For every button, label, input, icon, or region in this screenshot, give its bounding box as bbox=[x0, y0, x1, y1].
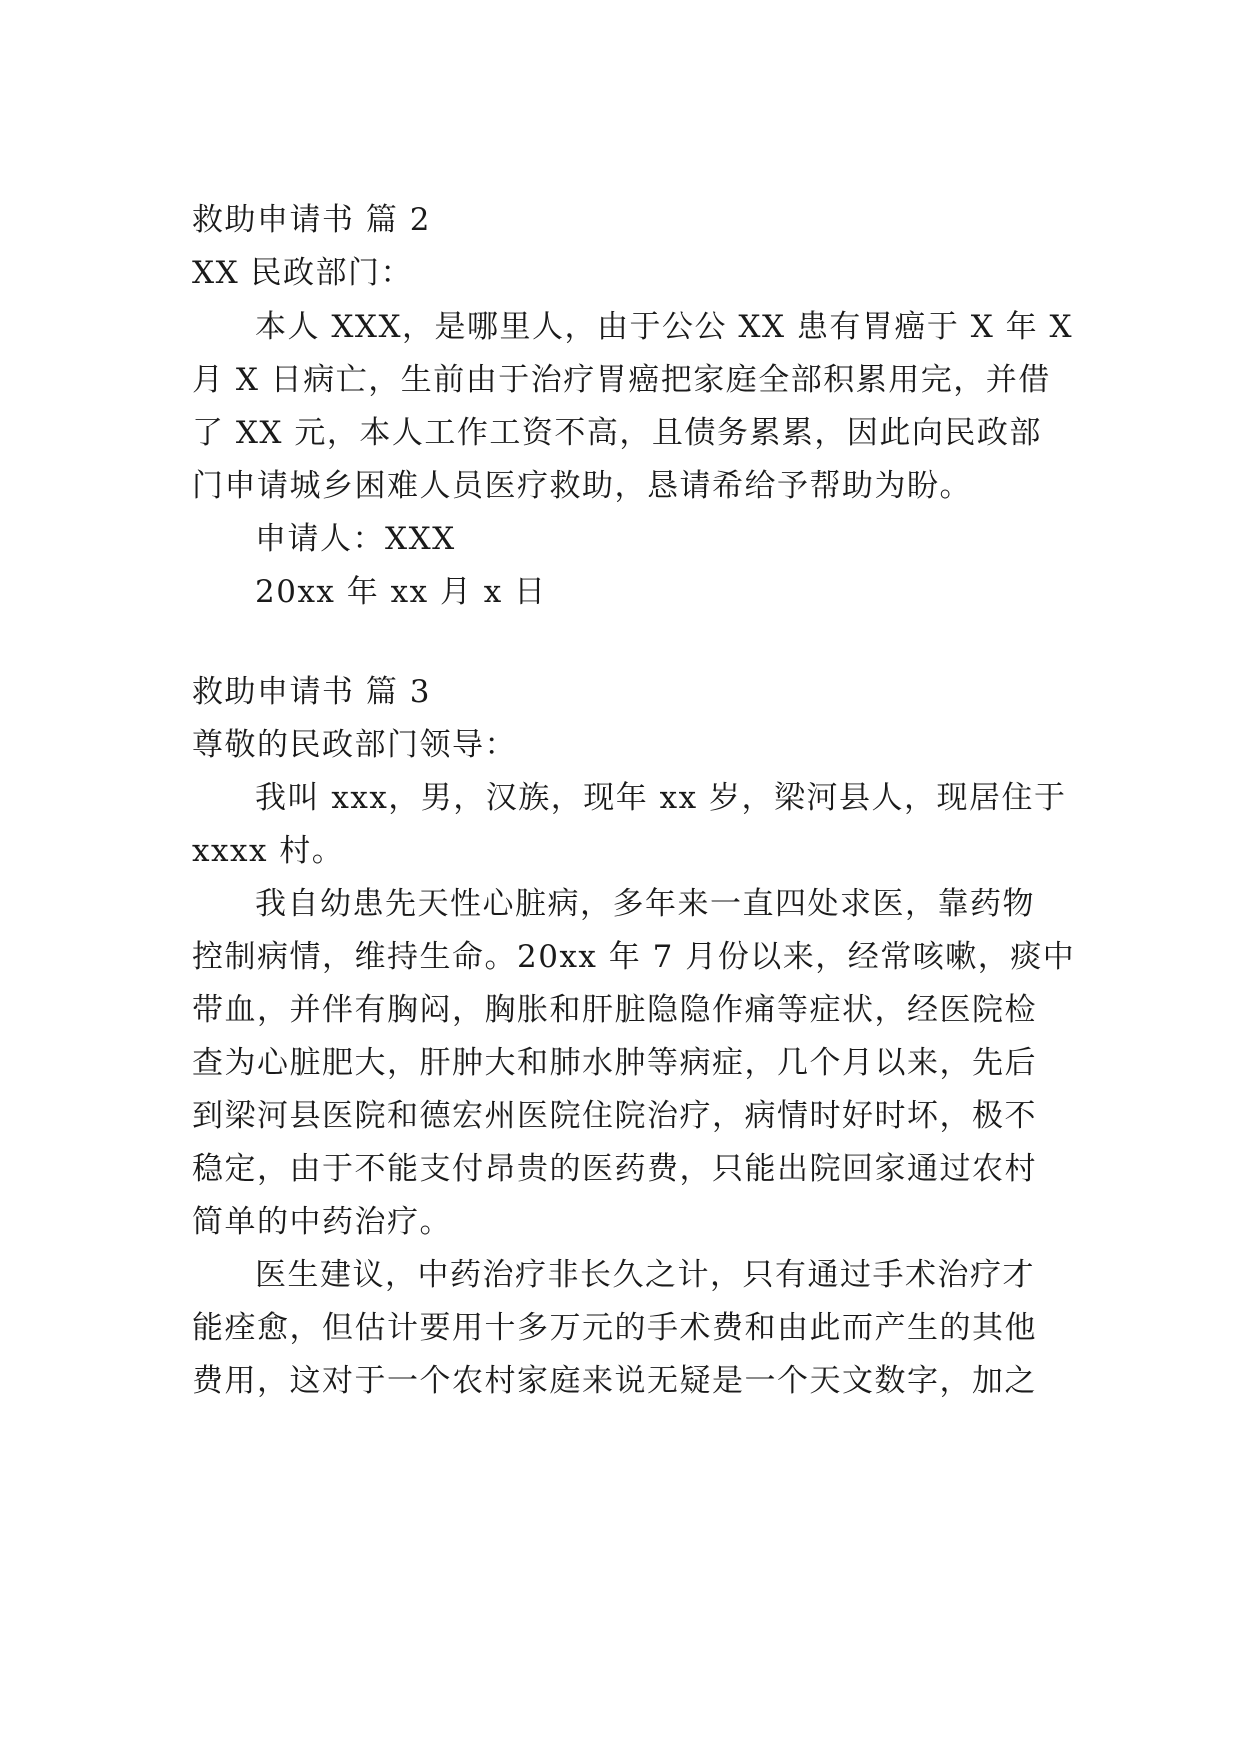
section-2-body-line: 门申请城乡困难人员医疗救助，恳请希给予帮助为盼。 bbox=[192, 468, 972, 504]
section-3-salutation: 尊敬的民政部门领导： bbox=[192, 727, 517, 763]
section-3-para2-line: 简单的中药治疗。 bbox=[192, 1204, 452, 1240]
section-3-para1-line: xxxx 村。 bbox=[192, 833, 345, 869]
section-3-para2-line: 控制病情，维持生命。20xx 年 7 月份以来，经常咳嗽，痰中 bbox=[192, 939, 1076, 975]
section-3-para2-line: 带血，并伴有胸闷，胸胀和肝脏隐隐作痛等症状，经医院检 bbox=[192, 992, 1037, 1028]
section-2-salutation: XX 民政部门： bbox=[192, 255, 413, 291]
section-3-para3-line: 能痊愈，但估计要用十多万元的手术费和由此而产生的其他 bbox=[192, 1310, 1037, 1346]
section-2-applicant: 申请人：XXX bbox=[255, 521, 456, 557]
section-2-body-line: 了 XX 元，本人工作工资不高，且债务累累，因此向民政部 bbox=[192, 415, 1042, 451]
section-3-para2-line: 到梁河县医院和德宏州医院住院治疗，病情时好时坏，极不 bbox=[192, 1098, 1037, 1134]
section-2-body-line: 月 X 日病亡，生前由于治疗胃癌把家庭全部积累用完，并借 bbox=[192, 362, 1051, 398]
section-3-para2-line: 稳定，由于不能支付昂贵的医药费，只能出院回家通过农村 bbox=[192, 1151, 1037, 1187]
section-3-para3-line: 费用，这对于一个农村家庭来说无疑是一个天文数字，加之 bbox=[192, 1363, 1037, 1399]
section-3-para1-line: 我叫 xxx，男，汉族，现年 xx 岁，梁河县人，现居住于 bbox=[255, 780, 1067, 816]
section-3-para3-line: 医生建议，中药治疗非长久之计，只有通过手术治疗才 bbox=[255, 1257, 1035, 1293]
section-2-body-line: 本人 XXX，是哪里人，由于公公 XX 患有胃癌于 X 年 X bbox=[255, 309, 1074, 345]
section-2-date: 20xx 年 xx 月 x 日 bbox=[255, 574, 547, 610]
section-3-title: 救助申请书 篇 3 bbox=[192, 674, 431, 710]
section-3-para2-line: 查为心脏肥大，肝肿大和肺水肿等病症，几个月以来，先后 bbox=[192, 1045, 1037, 1081]
section-3-para2-line: 我自幼患先天性心脏病，多年来一直四处求医，靠药物 bbox=[255, 886, 1035, 922]
section-2-title: 救助申请书 篇 2 bbox=[192, 202, 431, 238]
